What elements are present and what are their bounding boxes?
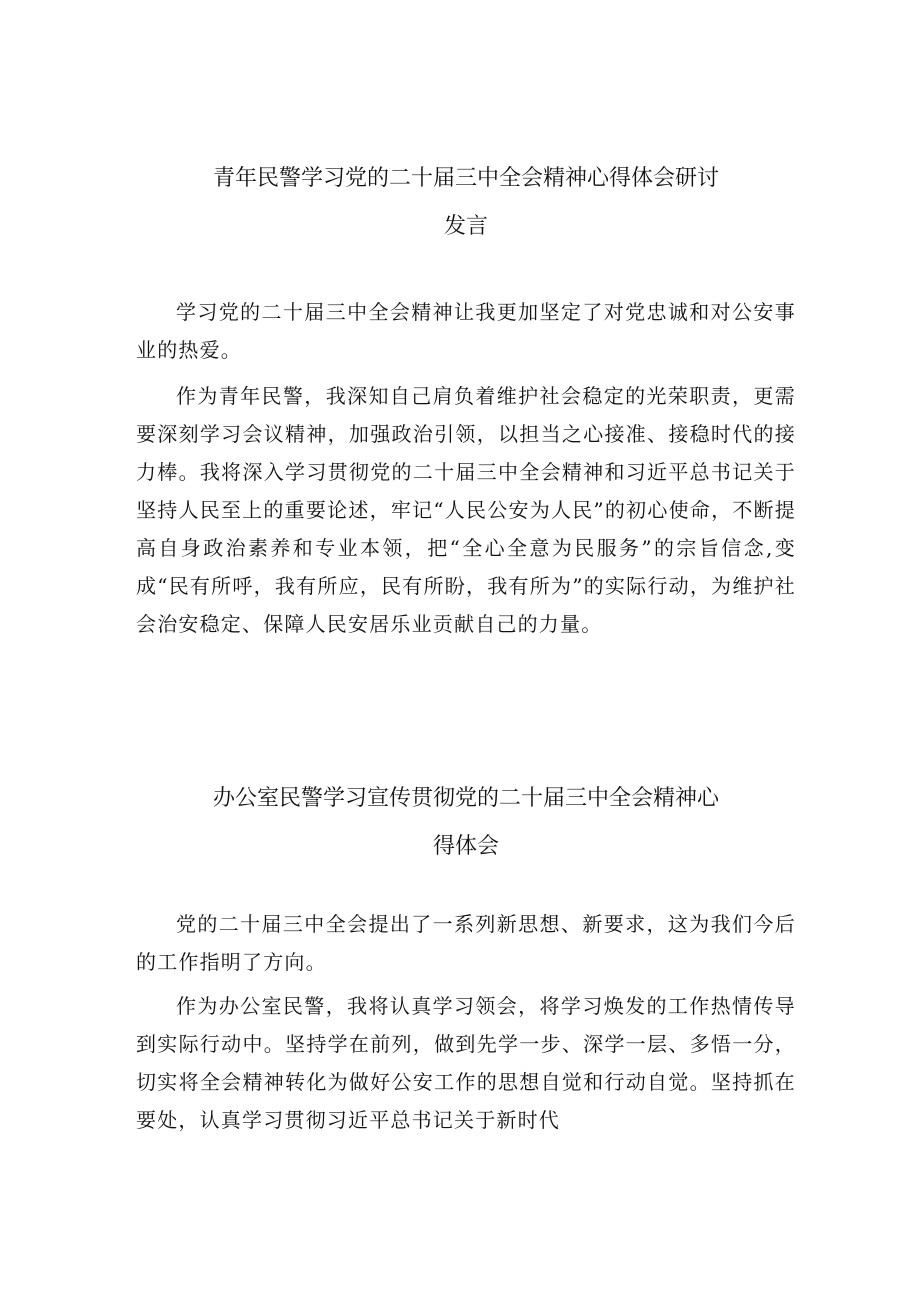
article-title-2-line-2: 得体会 [432,834,499,859]
article-title-2-line-1: 办公室民警学习宣传贯彻党的二十届三中全会精神心 [212,786,719,811]
article-1-paragraph-1: 学习党的二十届三中全会精神让我更加坚定了对党忠诚和对公安事业的热爱。 [136,300,796,362]
article-title-1 [136,155,796,251]
article-title-1-line-2: 发言 [443,214,488,239]
article-title-1-line-1: 青年民警学习党的二十届三中全会精神心得体会研讨 [212,166,719,191]
article-2-paragraph-2: 作为办公室民警，我将认真学习领会，将学习焕发的工作热情传导到实际行动中。坚持学在前列，做到先学一步、深学一层、多悟一分，切实将全会精神转化为做好公安工作的思想自觉和行动自觉。坚持抓在要处，认真学习贯彻习近平总书记关于新时代 [136,994,796,1132]
article-1-paragraph-2: 作为青年民警，我深知自己肩负着维护社会稳定的光荣职责，更需要深刻学习会议精神，加强政治引领，以担当之心接准、接稳时代的接力棒。我将深入学习贯彻党的二十届三中全会精神和习近平总书记关于坚持人民至上的重要论述，牢记“人民公安为人民”的初心使命，不断提高自身政治素养和专业本领，把“全心全意为民服务”的宗旨信念,变成“民有所呼，我有所应，民有所盼，我有所为”的实际行动，为维护社会治安稳定、保障人民安居乐业贡献自己的力量。 [136,384,796,636]
article-title-2 [136,775,796,871]
article-2-paragraph-1: 党的二十届三中全会提出了一系列新思想、新要求，这为我们今后的工作指明了方向。 [136,912,796,974]
article-section-2 [136,775,796,1132]
article-section-1 [136,155,796,636]
